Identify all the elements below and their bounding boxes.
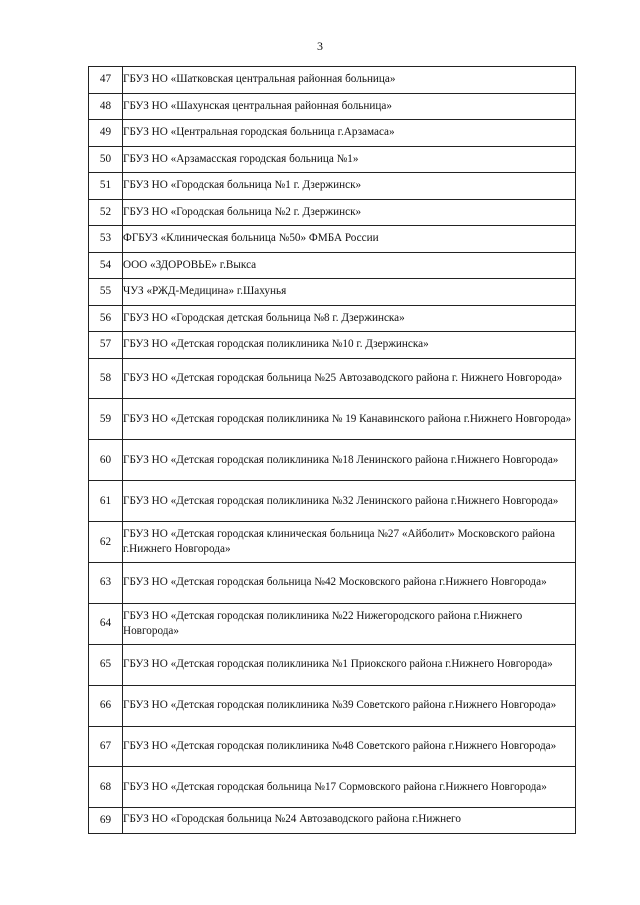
- table-row: [89, 603, 576, 644]
- table-row: [89, 767, 576, 808]
- organization-name: ЧУЗ «РЖД-Медицина» г.Шахунья: [123, 279, 576, 306]
- row-number: 54: [89, 252, 123, 279]
- table-row: [89, 252, 576, 279]
- row-number: 68: [89, 767, 123, 808]
- organization-name: ГБУЗ НО «Центральная городская больница г.Арзамаса»: [123, 120, 576, 147]
- row-number: 50: [89, 146, 123, 173]
- organization-name: ГБУЗ НО «Детская городская поликлиника №10 г. Дзержинска»: [123, 332, 576, 359]
- table-row: [89, 440, 576, 481]
- row-number: 47: [89, 67, 123, 94]
- row-number: 65: [89, 644, 123, 685]
- organization-name: ГБУЗ НО «Детская городская больница №17 Сормовского района г.Нижнего Новгорода»: [123, 767, 576, 808]
- organization-name: ГБУЗ НО «Детская городская больница №25 Автозаводского района г. Нижнего Новгорода»: [123, 358, 576, 399]
- organization-name: ГБУЗ НО «Детская городская поликлиника №22 Нижегородского района г.Нижнего Новгорода»: [123, 603, 576, 644]
- table-row: [89, 173, 576, 200]
- row-number: 59: [89, 399, 123, 440]
- organization-name: ГБУЗ НО «Шатковская центральная районная больница»: [123, 67, 576, 94]
- organization-name: ГБУЗ НО «Арзамасская городская больница №1»: [123, 146, 576, 173]
- table-row: [89, 93, 576, 120]
- table-row: [89, 67, 576, 94]
- table-row: [89, 279, 576, 306]
- table-row: [89, 120, 576, 147]
- organization-name: ГБУЗ НО «Детская городская поликлиника №1 Приокского района г.Нижнего Новгорода»: [123, 644, 576, 685]
- table-row: [89, 522, 576, 563]
- row-number: 69: [89, 808, 123, 834]
- row-number: 63: [89, 562, 123, 603]
- table-row: [89, 808, 576, 834]
- organization-name: ГБУЗ НО «Детская городская поликлиника №32 Ленинского района г.Нижнего Новгорода»: [123, 481, 576, 522]
- organization-name: ГБУЗ НО «Шахунская центральная районная больница»: [123, 93, 576, 120]
- row-number: 64: [89, 603, 123, 644]
- table-row: [89, 226, 576, 253]
- table-row: [89, 305, 576, 332]
- row-number: 51: [89, 173, 123, 200]
- row-number: 57: [89, 332, 123, 359]
- table-row: [89, 481, 576, 522]
- organization-name: ООО «ЗДОРОВЬЕ» г.Выкса: [123, 252, 576, 279]
- page-number: 3: [317, 39, 323, 53]
- row-number: 61: [89, 481, 123, 522]
- row-number: 62: [89, 522, 123, 563]
- organization-name: ГБУЗ НО «Городская детская больница №8 г. Дзержинска»: [123, 305, 576, 332]
- table-row: [89, 726, 576, 767]
- row-number: 66: [89, 685, 123, 726]
- row-number: 60: [89, 440, 123, 481]
- organization-name: ГБУЗ НО «Детская городская поликлиника №48 Советского района г.Нижнего Новгорода»: [123, 726, 576, 767]
- organization-name: ГБУЗ НО «Детская городская клиническая больница №27 «Айболит» Московского района г.Нижнего Новгорода»: [123, 522, 576, 563]
- row-number: 52: [89, 199, 123, 226]
- row-number: 67: [89, 726, 123, 767]
- table-row: [89, 199, 576, 226]
- table-row: [89, 685, 576, 726]
- organization-name: ГБУЗ НО «Детская городская поликлиника №18 Ленинского района г.Нижнего Новгорода»: [123, 440, 576, 481]
- organization-name: ГБУЗ НО «Городская больница №2 г. Дзержинск»: [123, 199, 576, 226]
- table-row: [89, 399, 576, 440]
- organization-name: ФГБУЗ «Клиническая больница №50» ФМБА России: [123, 226, 576, 253]
- row-number: 56: [89, 305, 123, 332]
- table-row: [89, 332, 576, 359]
- row-number: 49: [89, 120, 123, 147]
- row-number: 55: [89, 279, 123, 306]
- row-number: 48: [89, 93, 123, 120]
- row-number: 53: [89, 226, 123, 253]
- table-row: [89, 644, 576, 685]
- table-row: [89, 358, 576, 399]
- organization-name: ГБУЗ НО «Городская больница №1 г. Дзержинск»: [123, 173, 576, 200]
- table-row: [89, 562, 576, 603]
- organization-name: ГБУЗ НО «Детская городская поликлиника №39 Советского района г.Нижнего Новгорода»: [123, 685, 576, 726]
- table-row: [89, 146, 576, 173]
- organization-name: ГБУЗ НО «Детская городская поликлиника № 19 Канавинского района г.Нижнего Новгорода»: [123, 399, 576, 440]
- row-number: 58: [89, 358, 123, 399]
- organization-name: ГБУЗ НО «Детская городская больница №42 Московского района г.Нижнего Новгорода»: [123, 562, 576, 603]
- hospital-list-table: [88, 66, 576, 834]
- organization-name: ГБУЗ НО «Городская больница №24 Автозаводского района г.Нижнего: [123, 808, 576, 834]
